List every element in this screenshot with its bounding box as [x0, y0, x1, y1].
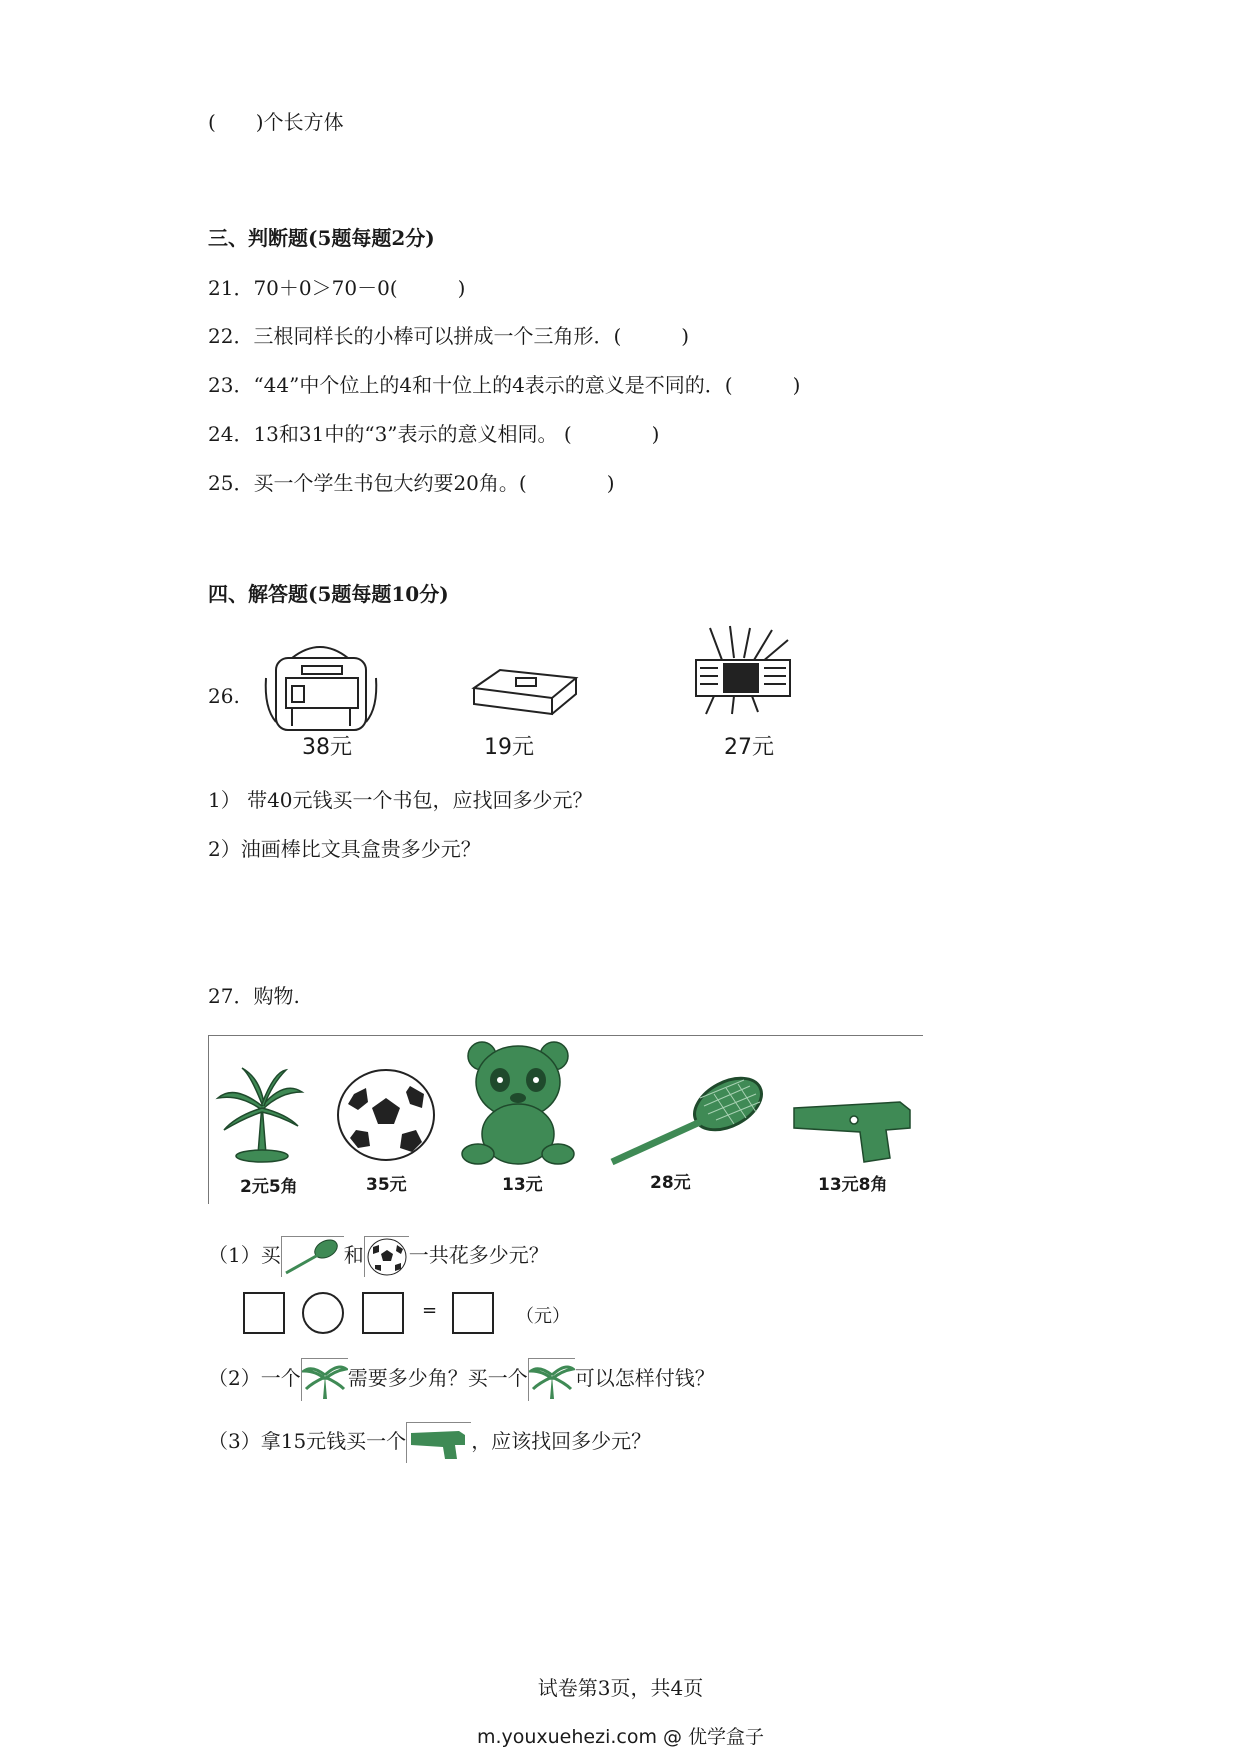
badminton-racket-icon — [282, 1237, 344, 1277]
pencil-case-icon — [470, 664, 580, 716]
toy-gun-price: 13元8角 — [818, 1175, 888, 1195]
site-watermark: m.youxuehezi.com @ 优学盒子 — [476, 1726, 765, 1748]
sub2-suffix: 可以怎样付钱？ — [574, 1366, 715, 1390]
oil-pastels-price: 27元 — [724, 735, 774, 760]
sub3-suffix: ，应该找回多少元？ — [471, 1429, 652, 1453]
plant-icon — [214, 1064, 306, 1164]
oil-pastels-icon — [688, 624, 798, 716]
sub1-suffix: 一共花多少元？ — [408, 1243, 549, 1267]
section4-heading: 四、解答题(5题每题10分) — [208, 582, 449, 606]
racket-thumbnail — [281, 1236, 344, 1277]
question-27-sub1 — [208, 1236, 549, 1277]
answer-box-1[interactable] — [243, 1292, 285, 1334]
plant-thumbnail-2 — [528, 1358, 575, 1401]
plant-price: 2元5角 — [240, 1177, 298, 1197]
schoolbag-price: 38元 — [302, 735, 352, 760]
judgement-item-22: 22．三根同样长的小棒可以拼成一个三角形．( ) — [208, 324, 690, 348]
soccer-ball-icon — [365, 1237, 409, 1277]
badminton-racket-icon — [604, 1074, 768, 1170]
question-26-number: 26. — [208, 684, 240, 708]
plant-icon — [529, 1359, 575, 1401]
toy-gun-icon — [790, 1098, 914, 1166]
carryover-answer-line: ( )个长方体 — [208, 110, 344, 134]
answer-box-2[interactable] — [362, 1292, 404, 1334]
soccer-ball-price: 35元 — [366, 1175, 407, 1195]
question-27-sub3 — [208, 1422, 651, 1463]
pencil-case-price: 19元 — [484, 735, 534, 760]
operator-circle[interactable] — [302, 1292, 344, 1334]
section3-heading: 三、判断题(5题每题2分) — [208, 226, 435, 250]
question-27-sub2 — [208, 1358, 715, 1401]
sub1-mid: 和 — [343, 1243, 364, 1267]
judgement-item-24: 24．13和31中的“3”表示的意义相同。 ( ) — [208, 422, 660, 446]
sub2-prefix: （2）一个 — [208, 1366, 301, 1390]
sub3-prefix: （3）拿15元钱买一个 — [208, 1429, 407, 1453]
sub2-mid: 需要多少角？买一个 — [347, 1366, 528, 1390]
question-26-sub2: 2）油画棒比文具盒贵多少元？ — [208, 837, 481, 861]
gun-thumbnail — [406, 1422, 471, 1463]
soccer-ball-icon — [336, 1068, 436, 1162]
sub1-prefix: （1）买 — [208, 1243, 281, 1267]
answer-box-result[interactable] — [452, 1292, 494, 1334]
toy-bear-icon — [460, 1034, 578, 1170]
toy-gun-icon — [407, 1423, 471, 1463]
schoolbag-icon — [262, 638, 380, 738]
toy-bear-price: 13元 — [502, 1175, 543, 1195]
judgement-item-23: 23．“44”中个位上的4和十位上的4表示的意义是不同的．( ) — [208, 373, 801, 397]
page-number: 试卷第3页，共4页 — [537, 1676, 704, 1700]
question-27-title: 27．购物. — [208, 984, 300, 1008]
badminton-racket-price: 28元 — [650, 1173, 691, 1193]
plant-thumbnail-1 — [301, 1358, 348, 1401]
equals-sign: = — [422, 1300, 438, 1321]
plant-icon — [302, 1359, 348, 1401]
judgement-item-21: 21．70＋0＞70－0( ) — [208, 276, 466, 300]
unit-label: （元） — [516, 1306, 570, 1327]
judgement-item-25: 25．买一个学生书包大约要20角。( ) — [208, 471, 615, 495]
ball-thumbnail — [364, 1236, 409, 1277]
question-26-sub1: 1） 带40元钱买一个书包，应找回多少元？ — [208, 788, 593, 812]
